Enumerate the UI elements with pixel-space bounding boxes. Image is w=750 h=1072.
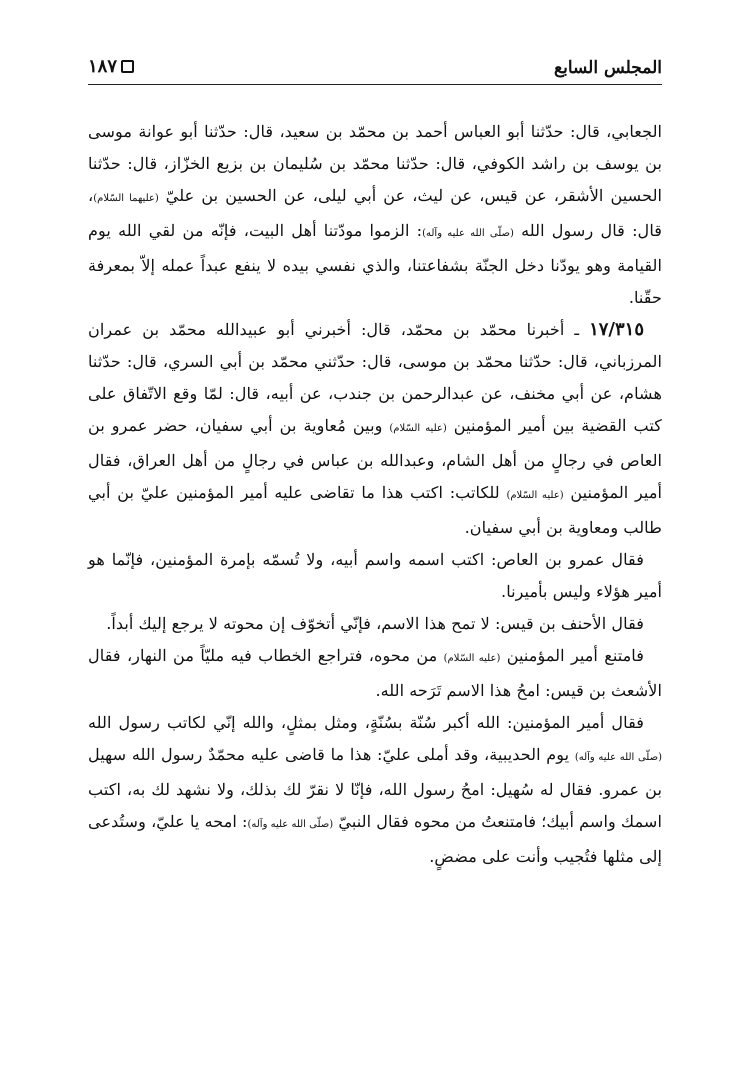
honorific: (عليه السّلام) xyxy=(443,653,501,664)
square-icon xyxy=(121,60,134,73)
page-number-block xyxy=(88,56,134,77)
honorific: (عليه السّلام) xyxy=(506,490,564,501)
hadith-number: ١٧/٣١٥ xyxy=(589,319,644,340)
chapter-title: المجلس السابع xyxy=(554,58,662,78)
honorific: (صلّى الله عليه وآله) xyxy=(574,752,663,763)
paragraph-1: الجعابي، قال: حدّثنا أبو العباس أحمد بن محمّد بن سعيد، قال: حدّثنا أبو عوانة موسى بن يوسف بن راشد الكوفي، قال: حدّثنا محمّد بن سُليمان بن بزيع الخزّاز، قال: حدّثنا الحسين الأشقر، عن قيس، عن ليث، عن أبي ليلى، عن الحسين بن عليّ (عليهما السّلام)، قال: قال رسول الله (صلّى الله عليه وآله): الزموا مودّتنا أهل البيت، فإنّه من لقي الله يوم القيامة وهو يودّنا دخل الجنّة بشفاعتنا، والذي نفسي بيده لا ينفع عبداً عمله إلاّ بمعرفة حقّنا. xyxy=(88,122,662,307)
paragraph-3: فقال عمرو بن العاص: اكتب اسمه واسم أبيه، ولا تُسمّه بإمرة المؤمنين، فإنّما هو أمير هؤلاء وليس بأميرنا. xyxy=(88,550,662,601)
honorific: (صلّى الله عليه وآله) xyxy=(247,819,334,830)
paragraph-6: فقال أمير المؤمنين: الله أكبر سُنّة بسُنّةٍ، ومثل بمثلٍ، والله إنّي لكاتب رسول الله (صلّى الله عليه وآله) يوم الحديبية، وقد أملى عليّ: هذا ما قاضى عليه محمّدٌ رسول الله سهيل بن عمرو. فقال له سُهيل: امحُ رسول الله، فإنّا لا نقرّ لك بذلك، ولا نشهد لك به، اكتب اسمك واسم أبيك؛ فامتنعتُ من محوه فقال النبيّ (صلّى الله عليه وآله): امحه يا عليّ، وستُدعى إلى مثلها فتُجيب وأنت على مضضٍ. xyxy=(88,713,663,866)
paragraph-4: فقال الأحنف بن قيس: لا تمح هذا الاسم، فإنّي أتخوّف إن محوته لا يرجع إليك أبداً. xyxy=(106,614,644,633)
honorific: (عليهما السّلام) xyxy=(93,193,159,204)
honorific: (عليه السّلام) xyxy=(389,423,447,434)
honorific: (صلّى الله عليه وآله) xyxy=(422,228,514,239)
running-header xyxy=(88,44,662,85)
paragraph-2: ١٧/٣١٥ ـ أخبرنا محمّد بن محمّد، قال: أخبرني أبو عبيدالله محمّد بن عمران المرزباني، قال: حدّثنا محمّد بن موسى، قال: حدّثني محمّد بن أبي السري، قال: حدّثنا هشام، عن أبي مخنف، عن عبدالرحمن بن جندب، عن أبيه، قال: لمّا وقع الاتّفاق على كتب القضية بين أمير المؤمنين (عليه السّلام) وبين مُعاوية بن أبي سفيان، حضر عمرو بن العاص في رجالٍ من أهل الشام، وعبدالله بن عباس في رجالٍ من أهل العراق، فقال أمير المؤمنين (عليه السّلام) للكاتب: اكتب هذا ما تقاضى عليه أمير المؤمنين عليّ بن أبي طالب ومعاوية بن أبي سفيان. xyxy=(88,319,662,537)
page-number: ١٨٧ xyxy=(88,56,118,77)
main-text xyxy=(88,116,662,873)
paragraph-5: فامتنع أمير المؤمنين (عليه السّلام) من محوه، فتراجع الخطاب فيه مليّاً من النهار، فقال الأشعث بن قيس: امحُ هذا الاسم تَرَحه الله. xyxy=(88,646,662,700)
